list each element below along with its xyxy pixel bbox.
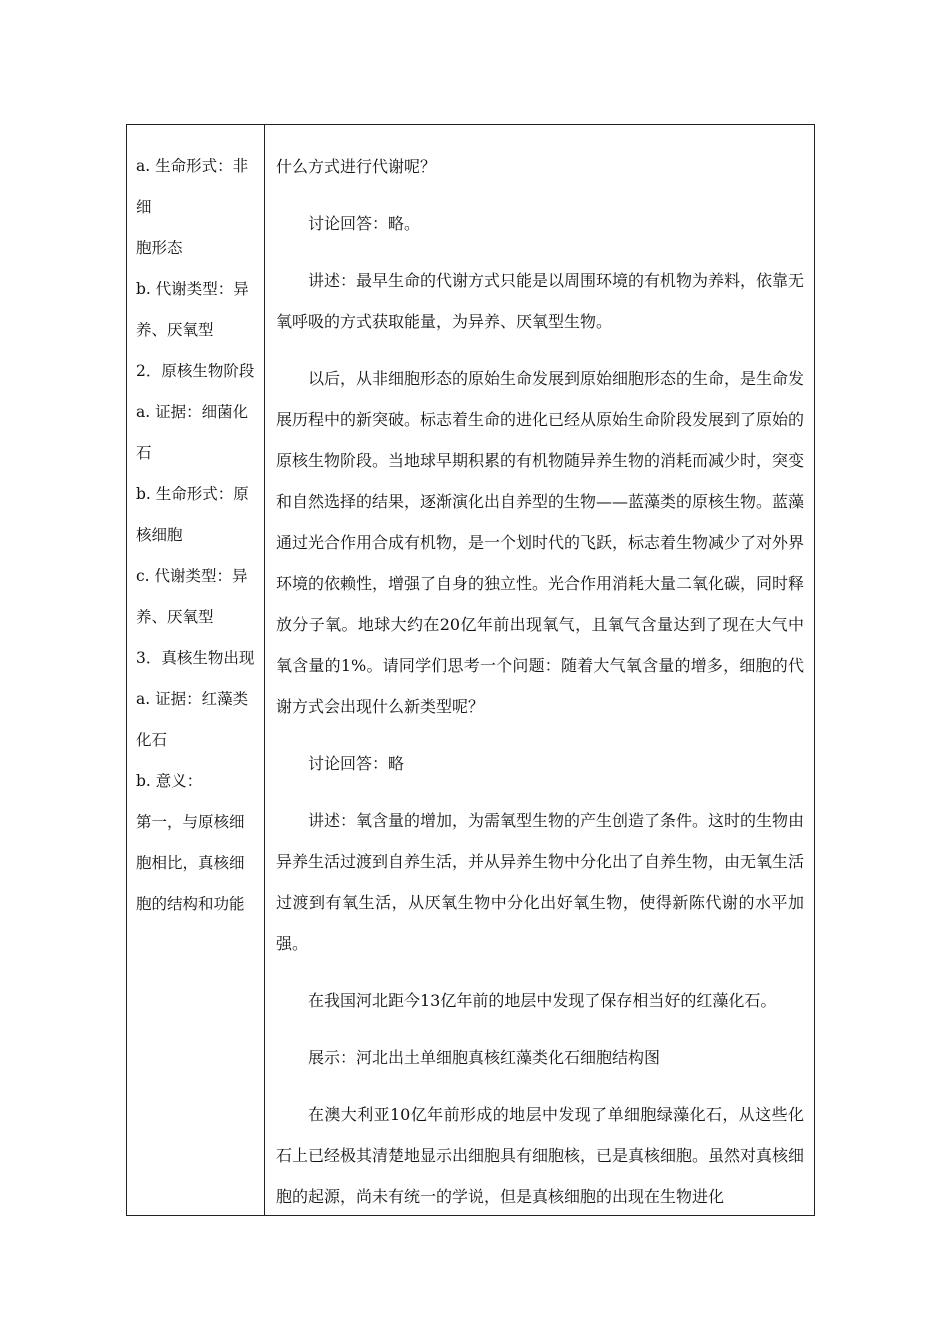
outline-item: c. 代谢类型：异养、厌氧型 <box>136 567 248 626</box>
outline-item: b. 代谢类型：异养、厌氧型 <box>136 280 249 339</box>
content-table <box>126 124 815 1216</box>
paragraph: 在澳大利亚10亿年前形成的地层中发现了单细胞绿藻化石，从这些化石上已经极其清楚地显示出细胞具有细胞核，已是真核细胞。虽然对真核细胞的起源，尚未有统一的学说，但是真核细胞的出现在生物进化 <box>276 1105 805 1206</box>
outline-column <box>127 125 265 1215</box>
outline-item: 3．真核生物出现 <box>136 649 255 667</box>
paragraph: 讲述：最早生命的代谢方式只能是以周围环境的有机物为养料，依靠无氧呼吸的方式获取能量，为异养、厌氧型生物。 <box>276 271 805 331</box>
outline-item: a. 证据：细菌化石 <box>136 403 249 462</box>
outline-item: 2．原核生物阶段 <box>136 362 255 380</box>
outline-item: a. 生命形式：非细 <box>136 157 249 216</box>
paragraph: 展示：河北出土单细胞真核红藻类化石细胞结构图 <box>308 1048 661 1067</box>
paragraph: 什么方式进行代谢呢？ <box>276 157 437 176</box>
paragraph: 讨论回答：略。 <box>308 214 421 233</box>
outline-item: 胞形态 <box>136 239 183 257</box>
paragraph: 讨论回答：略 <box>308 754 405 773</box>
outline-item: b. 生命形式：原核细胞 <box>136 485 249 544</box>
paragraph: 以后，从非细胞形态的原始生命发展到原始细胞形态的生命，是生命发展历程中的新突破。标志着生命的进化已经从原始生命阶段发展到了原始的原核生物阶段。当地球早期积累的有机物随异养生物的消耗而减少时，突变和自然选择的结果，逐渐演化出自养型的生物——蓝藻类的原核生物。蓝藻通过光合作用合成有机物，是一个划时代的飞跃，标志着生物减少了对外界环境的依赖性，增强了自身的独立性。光合作用消耗大量二氧化碳，同时释放分子氧。地球大约在20亿年前出现氧气，且氧气含量达到了现在大气中氧含量的1%。请同学们思考一个问题：随着大气氧含量的增多，细胞的代谢方式会出现什么新类型呢？ <box>276 369 805 716</box>
outline-item: 第一，与原核细胞相比，真核细胞的结构和功能 <box>136 813 245 913</box>
paragraph: 讲述：氧含量的增加，为需氧型生物的产生创造了条件。这时的生物由异养生活过渡到自养生活，并从异养生物中分化出了自养生物，由无氧生活过渡到有氧生活，从厌氧生物中分化出好氧生物，使得新陈代谢的水平加强。 <box>276 811 805 953</box>
outline-item: a. 证据：红藻类化石 <box>136 690 249 749</box>
paragraph: 在我国河北距今13亿年前的地层中发现了保存相当好的红藻化石。 <box>308 991 777 1010</box>
lesson-column <box>265 125 814 1215</box>
outline-item: b. 意义： <box>136 772 203 790</box>
